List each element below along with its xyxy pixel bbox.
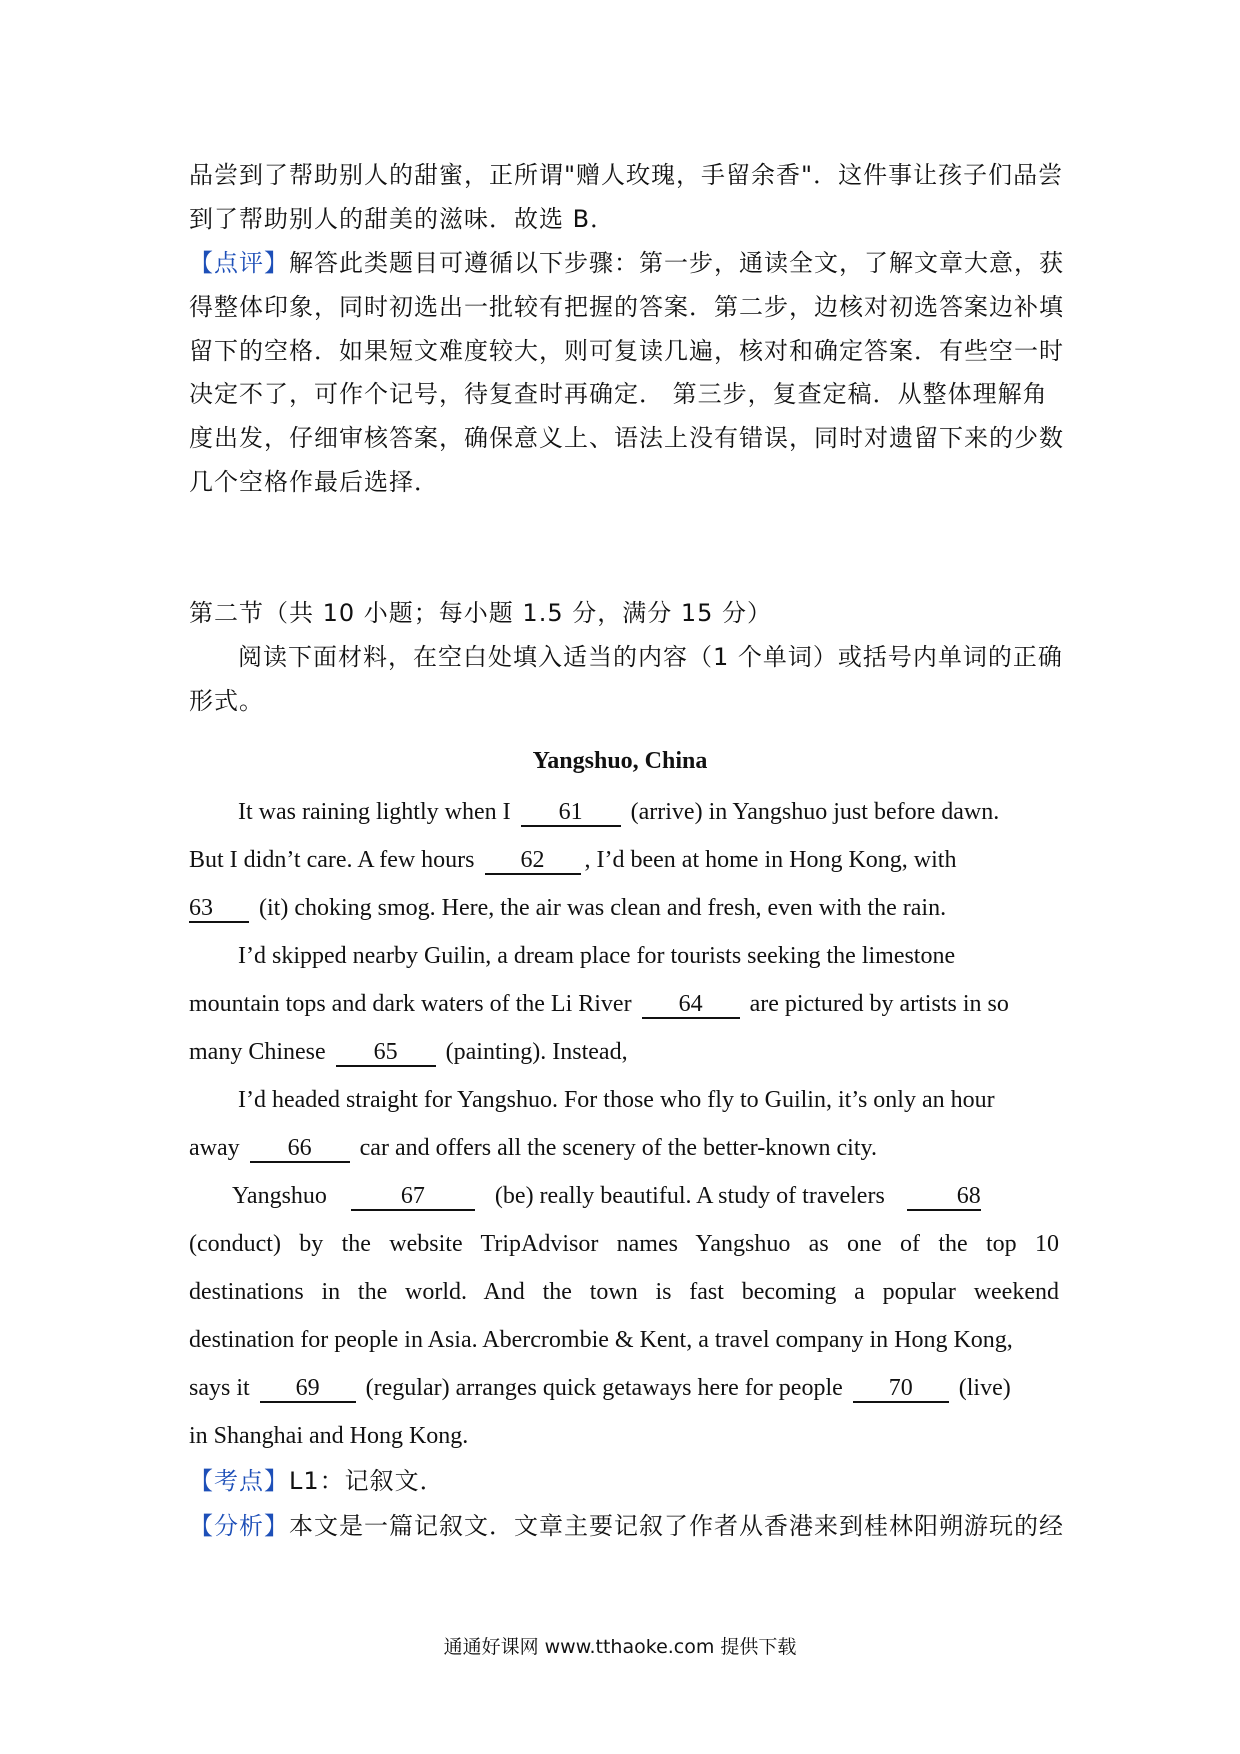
fenxi-text: 本文是一篇记叙文．文章主要记叙了作者从香港来到桂林阳朔游玩的经: [289, 1512, 1064, 1540]
blank-68: 68: [907, 1183, 981, 1211]
comment-line-1: [189, 246, 1064, 280]
passage-line-10: (conduct) by the website TripAdvisor names Yangshuo as one of the top 10: [189, 1231, 1059, 1257]
prev-line-1: 品尝到了帮助别人的甜蜜，正所谓"赠人玫瑰，手留余香"．这件事让孩子们品尝: [189, 161, 1064, 189]
blank-70: 70: [853, 1375, 949, 1403]
blank-64: 64: [642, 991, 740, 1019]
passage-line-5: mountain tops and dark waters of the Li River 64 are pictured by artists in so: [189, 991, 1009, 1017]
blank-62: 62: [485, 847, 581, 875]
kaodian-tag: 【考点】: [189, 1467, 289, 1495]
comment-line-5: 度出发，仔细审核答案，确保意义上、语法上没有错误，同时对遗留下来的少数: [189, 424, 1064, 452]
passage-line-8: away 66 car and offers all the scenery of the better-known city.: [189, 1135, 877, 1161]
kaodian-line: [189, 1464, 1059, 1498]
passage-line-1: It was raining lightly when I 61 (arrive) in Yangshuo just before dawn.: [238, 799, 1000, 825]
section-instruction-1: 阅读下面材料，在空白处填入适当的内容（1 个单词）或括号内单词的正确: [238, 643, 1063, 671]
blank-63: 63: [189, 895, 249, 923]
blank-61: 61: [521, 799, 621, 827]
page-footer: 通通好课网 www.tthaoke.com 提供下载: [443, 1636, 797, 1658]
fenxi-tag: 【分析】: [189, 1512, 289, 1540]
comment-line-4: 决定不了，可作个记号，待复查时再确定． 第三步，复查定稿．从整体理解角: [189, 380, 1048, 408]
blank-67: 67: [351, 1183, 475, 1211]
comment-line-2: 得整体印象，同时初选出一批较有把握的答案．第二步，边核对初选答案边补填: [189, 293, 1064, 321]
fenxi-line: [189, 1509, 1064, 1543]
passage-line-12: destination for people in Asia. Abercrombie & Kent, a travel company in Hong Kong,: [189, 1327, 1013, 1353]
kaodian-text: L1：记叙文．: [289, 1467, 445, 1495]
blank-66: 66: [250, 1135, 350, 1163]
comment-tag: 【点评】: [189, 249, 289, 277]
blank-69: 69: [260, 1375, 356, 1403]
passage-line-4: I’d skipped nearby Guilin, a dream place for tourists seeking the limestone: [238, 943, 956, 969]
section-instruction-2: 形式。: [189, 687, 264, 715]
passage-line-6: many Chinese 65 (painting). Instead,: [189, 1039, 628, 1065]
blank-65: 65: [336, 1039, 436, 1067]
comment-line-6: 几个空格作最后选择．: [189, 468, 439, 496]
passage-line-9: Yangshuo 67 (be) really beautiful. A study of travelers 68: [232, 1183, 981, 1209]
comment-line-3: 留下的空格．如果短文难度较大，则可复读几遍，核对和确定答案．有些空一时: [189, 337, 1064, 365]
passage-line-7: I’d headed straight for Yangshuo. For those who fly to Guilin, it’s only an hour: [238, 1087, 995, 1113]
passage-line-13: says it 69 (regular) arranges quick getaways here for people 70 (live): [189, 1375, 1011, 1401]
passage-line-3: 63 (it) choking smog. Here, the air was clean and fresh, even with the rain.: [189, 895, 947, 921]
passage-line-2: But I didn’t care. A few hours 62 , I’d been at home in Hong Kong, with: [189, 847, 957, 873]
passage-title: Yangshuo, China: [532, 748, 708, 774]
section-heading: 第二节（共 10 小题；每小题 1.5 分，满分 15 分）: [189, 599, 773, 627]
passage-line-14: in Shanghai and Hong Kong.: [189, 1423, 469, 1449]
prev-line-2: 到了帮助别人的甜美的滋味．故选 B．: [189, 205, 616, 233]
passage-line-11: destinations in the world. And the town is fast becoming a popular weekend: [189, 1279, 1059, 1305]
comment-text-1: 解答此类题目可遵循以下步骤：第一步，通读全文，了解文章大意，获: [289, 249, 1064, 277]
